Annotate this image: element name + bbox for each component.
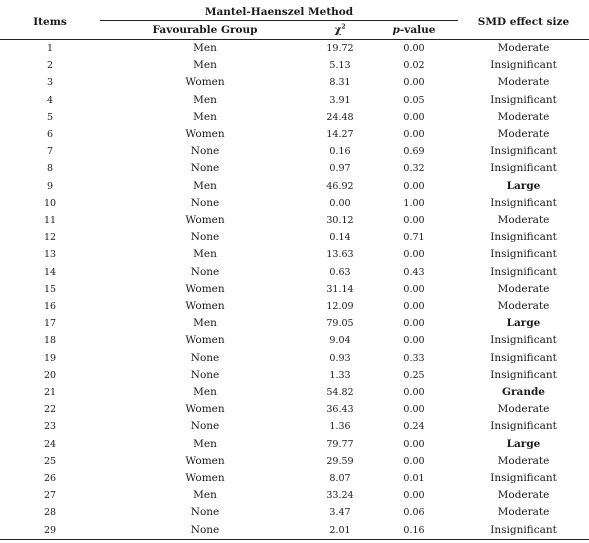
table-row	[0, 418, 589, 435]
cell-chi-square: 0.93	[329, 352, 351, 364]
cell-favourable-group: Women	[185, 403, 225, 416]
mantel-haenszel-table	[0, 4, 589, 540]
cell-p-value: 0.02	[403, 60, 425, 72]
cell-smd-effect-size: Moderate	[497, 300, 550, 313]
cell-item: 6	[46, 129, 54, 141]
cell-p-value: 0.00	[403, 129, 425, 141]
cell-favourable-group: Women	[185, 214, 225, 227]
cell-p-value: 0.00	[403, 438, 425, 450]
cell-item: 26	[43, 473, 57, 485]
table-row	[0, 298, 589, 315]
table-row	[0, 160, 589, 177]
cell-chi-square: 1.33	[329, 369, 351, 381]
cell-smd-effect-size: Moderate	[497, 128, 550, 141]
cell-p-value: 0.00	[403, 335, 425, 347]
cell-item: 13	[43, 249, 57, 261]
cell-chi-square: 36.43	[326, 404, 354, 416]
cell-item: 29	[0, 522, 100, 540]
cell-smd-effect-size: Moderate	[497, 454, 550, 467]
cell-smd-effect-size: Insignificant	[490, 472, 557, 485]
table-row	[0, 401, 589, 418]
header-favourable-group: Favourable Group	[152, 24, 258, 36]
cell-chi-square: 33.24	[326, 490, 354, 502]
table-row	[0, 384, 589, 401]
table-row	[0, 109, 589, 126]
cell-favourable-group: None	[190, 196, 220, 209]
table-row	[0, 74, 589, 91]
cell-item: 19	[43, 352, 57, 364]
cell-chi-square: 0.00	[329, 197, 351, 209]
cell-smd-effect-size: Moderate	[497, 110, 550, 123]
cell-chi-square: 0.16	[329, 146, 351, 158]
cell-favourable-group: Men	[193, 386, 217, 399]
cell-smd-effect-size: Insignificant	[490, 59, 557, 72]
table-row	[0, 470, 589, 487]
header-chi-square	[310, 21, 370, 40]
cell-favourable-group: None	[190, 162, 220, 175]
cell-item: 16	[43, 301, 57, 313]
cell-item: 11	[43, 215, 57, 227]
table-row	[0, 504, 589, 521]
cell-smd-effect-size: Insignificant	[490, 334, 557, 347]
cell-smd-effect-size: Large	[506, 179, 541, 192]
cell-favourable-group: Men	[193, 317, 217, 330]
cell-chi-square: 0.63	[329, 266, 351, 278]
table-row	[0, 453, 589, 470]
cell-chi-square: 46.92	[326, 180, 354, 192]
chi-symbol: χ	[334, 24, 342, 36]
table-row	[0, 229, 589, 246]
table-row	[0, 246, 589, 263]
cell-favourable-group: None	[190, 351, 220, 364]
p-value-suffix: -value	[399, 24, 436, 36]
cell-chi-square: 0.97	[329, 163, 351, 175]
cell-favourable-group: Men	[193, 179, 217, 192]
cell-chi-square: 31.14	[326, 283, 354, 295]
cell-p-value: 0.00	[403, 387, 425, 399]
cell-favourable-group: Women	[185, 472, 225, 485]
cell-item: 21	[43, 387, 57, 399]
table-row	[0, 436, 589, 453]
cell-item: 5	[46, 111, 54, 123]
cell-smd-effect-size: Large	[506, 317, 541, 330]
cell-p-value: 0.24	[403, 421, 425, 433]
cell-chi-square: 14.27	[326, 129, 354, 141]
cell-p-value: 0.32	[403, 163, 425, 175]
chi-superscript: 2	[341, 23, 346, 31]
table-row	[0, 522, 589, 540]
header-smd-effect-size: SMD effect size	[477, 15, 570, 28]
cell-p-value: 0.00	[403, 490, 425, 502]
header-items: Items	[33, 15, 67, 28]
cell-chi-square: 1.36	[329, 421, 351, 433]
cell-favourable-group: Women	[185, 300, 225, 313]
cell-smd-effect-size: Insignificant	[490, 231, 557, 244]
cell-chi-square: 8.07	[329, 473, 351, 485]
header-method: Mantel-Haenszel Method	[100, 4, 458, 21]
cell-item: 7	[46, 146, 54, 158]
cell-p-value: 0.00	[403, 180, 425, 192]
cell-item: 3	[46, 77, 54, 89]
cell-item: 27	[43, 490, 57, 502]
header-p-value	[370, 21, 458, 40]
cell-smd-effect-size: Moderate	[497, 76, 550, 89]
cell-smd-effect-size: Large	[506, 437, 541, 450]
cell-p-value: 0.00	[403, 111, 425, 123]
table-row	[0, 367, 589, 384]
cell-favourable-group: Men	[193, 248, 217, 261]
cell-smd-effect-size: Grande	[502, 386, 545, 399]
cell-chi-square: 29.59	[326, 455, 354, 467]
cell-item: 14	[43, 266, 57, 278]
table-row	[0, 126, 589, 143]
cell-item: 17	[43, 318, 57, 330]
cell-p-value: 0.05	[403, 94, 425, 106]
cell-p-value: 0.00	[403, 283, 425, 295]
cell-p-value: 0.43	[403, 266, 425, 278]
cell-chi-square: 5.13	[329, 60, 351, 72]
cell-chi-square: 9.04	[329, 335, 351, 347]
cell-p-value: 0.00	[403, 77, 425, 89]
cell-chi-square: 54.82	[326, 387, 354, 399]
table-row	[0, 487, 589, 504]
cell-favourable-group: Men	[193, 437, 217, 450]
cell-favourable-group: Women	[185, 128, 225, 141]
cell-item: 23	[43, 421, 57, 433]
cell-item: 1	[0, 40, 100, 58]
cell-p-value: 0.71	[403, 232, 425, 244]
cell-smd-effect-size: Insignificant	[490, 93, 557, 106]
cell-item: 25	[43, 455, 57, 467]
cell-chi-square: 8.31	[329, 77, 351, 89]
cell-favourable-group: None	[190, 368, 220, 381]
cell-p-value: 0.00	[403, 249, 425, 261]
table-row	[0, 212, 589, 229]
cell-favourable-group: Men	[193, 110, 217, 123]
cell-chi-square: 19.72	[310, 40, 370, 58]
cell-favourable-group: None	[100, 522, 310, 540]
cell-item: 12	[43, 232, 57, 244]
cell-chi-square: 79.77	[326, 438, 354, 450]
cell-chi-square: 2.01	[310, 522, 370, 540]
cell-favourable-group: None	[190, 231, 220, 244]
cell-item: 20	[43, 369, 57, 381]
cell-favourable-group: None	[190, 506, 220, 519]
cell-smd-effect-size: Insignificant	[490, 248, 557, 261]
cell-favourable-group: Men	[193, 93, 217, 106]
cell-item: 28	[43, 507, 57, 519]
cell-favourable-group: Women	[185, 334, 225, 347]
cell-chi-square: 30.12	[326, 215, 354, 227]
p-letter: p	[392, 24, 400, 36]
cell-chi-square: 13.63	[326, 249, 354, 261]
cell-item: 18	[43, 335, 57, 347]
table-row	[0, 143, 589, 160]
cell-smd-effect-size: Moderate	[497, 214, 550, 227]
cell-smd-effect-size: Insignificant	[490, 145, 557, 158]
table-body	[0, 40, 589, 540]
cell-smd-effect-size: Insignificant	[490, 351, 557, 364]
cell-favourable-group: Men	[193, 59, 217, 72]
cell-favourable-group: Men	[100, 40, 310, 58]
table-row	[0, 315, 589, 332]
cell-p-value: 1.00	[403, 197, 425, 209]
cell-favourable-group: Men	[193, 489, 217, 502]
cell-smd-effect-size: Moderate	[497, 282, 550, 295]
cell-smd-effect-size: Insignificant	[458, 522, 589, 540]
cell-p-value: 0.06	[403, 507, 425, 519]
cell-favourable-group: None	[190, 265, 220, 278]
cell-favourable-group: Women	[185, 282, 225, 295]
cell-p-value: 0.00	[370, 40, 458, 58]
cell-smd-effect-size: Moderate	[497, 403, 550, 416]
cell-chi-square: 3.47	[329, 507, 351, 519]
cell-favourable-group: None	[190, 420, 220, 433]
cell-smd-effect-size: Moderate	[497, 506, 550, 519]
cell-item: 4	[46, 94, 54, 106]
cell-item: 22	[43, 404, 57, 416]
table-row	[0, 281, 589, 298]
table-row	[0, 92, 589, 109]
cell-p-value: 0.00	[403, 318, 425, 330]
table-row	[0, 350, 589, 367]
cell-chi-square: 79.05	[326, 318, 354, 330]
table-row	[0, 264, 589, 281]
cell-favourable-group: None	[190, 145, 220, 158]
cell-chi-square: 24.48	[326, 111, 354, 123]
cell-smd-effect-size: Insignificant	[490, 420, 557, 433]
table-row	[0, 57, 589, 74]
table-row	[0, 40, 589, 58]
cell-favourable-group: Women	[185, 454, 225, 467]
cell-item: 24	[43, 438, 57, 450]
cell-p-value: 0.00	[403, 215, 425, 227]
cell-smd-effect-size: Insignificant	[490, 162, 557, 175]
table-row	[0, 178, 589, 195]
cell-p-value: 0.00	[403, 404, 425, 416]
cell-p-value: 0.33	[403, 352, 425, 364]
cell-item: 10	[43, 197, 57, 209]
cell-smd-effect-size: Insignificant	[490, 265, 557, 278]
cell-p-value: 0.25	[403, 369, 425, 381]
cell-smd-effect-size: Moderate	[458, 40, 589, 58]
cell-smd-effect-size: Insignificant	[490, 368, 557, 381]
cell-p-value: 0.00	[403, 301, 425, 313]
cell-item: 9	[46, 180, 54, 192]
cell-p-value: 0.01	[403, 473, 425, 485]
table-row	[0, 332, 589, 349]
cell-p-value: 0.69	[403, 146, 425, 158]
cell-favourable-group: Women	[185, 76, 225, 89]
table-header	[0, 4, 589, 40]
cell-smd-effect-size: Moderate	[497, 489, 550, 502]
cell-p-value: 0.16	[370, 522, 458, 540]
cell-chi-square: 0.14	[329, 232, 351, 244]
table-row	[0, 195, 589, 212]
cell-smd-effect-size: Insignificant	[490, 196, 557, 209]
cell-chi-square: 12.09	[326, 301, 354, 313]
cell-item: 15	[43, 283, 57, 295]
cell-chi-square: 3.91	[329, 94, 351, 106]
cell-item: 2	[46, 60, 54, 72]
cell-p-value: 0.00	[403, 455, 425, 467]
cell-item: 8	[46, 163, 54, 175]
